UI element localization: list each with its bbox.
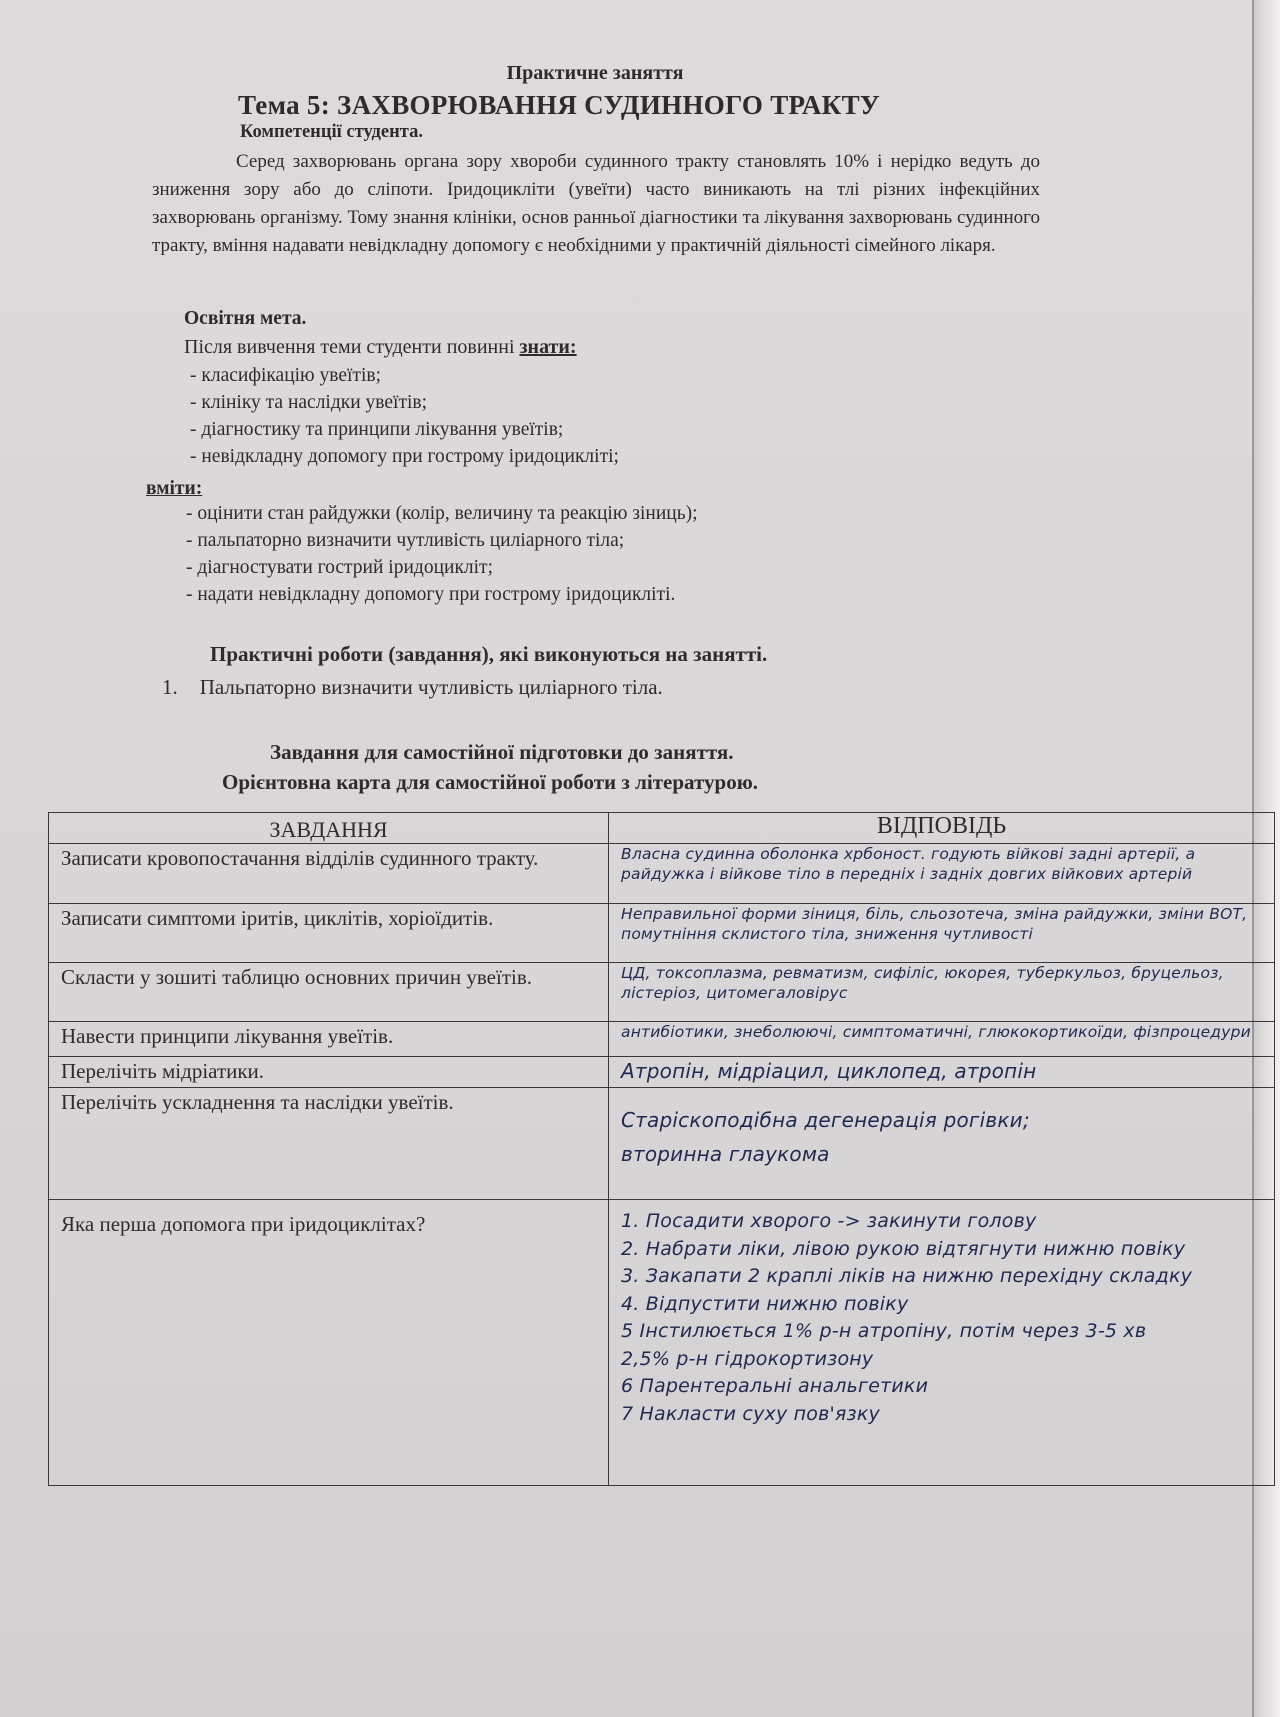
goal-heading: Освітня мета. <box>184 308 307 329</box>
list-item: - оцінити стан райдужки (колір, величину та реакцію зіниць); <box>186 503 698 524</box>
answer-cell: Власна судинна оболонка хрбоност. годують війкові задні артерії, а райдужка і війкове тіло в передніх і задніх довгих війкових артерій <box>609 844 1275 904</box>
task-cell: Записати симптоми іритів, циклітів, хоріоїдитів. <box>49 904 609 963</box>
answer-line: 5 Інстилюється 1% р-н атропіну, потім через 3-5 хв <box>621 1320 1147 1342</box>
intro-paragraph <box>152 148 1040 260</box>
table-row <box>49 1088 1275 1200</box>
page-title: Тема 5: ЗАХВОРЮВАННЯ СУДИННОГО ТРАКТУ <box>238 90 880 120</box>
task-cell: Записати кровопостачання відділів судинного тракту. <box>49 844 609 904</box>
list-item: - пальпаторно визначити чутливість циліарного тіла; <box>186 530 625 551</box>
competence-heading: Компетенції студента. <box>240 122 423 142</box>
self-prep-heading-2: Орієнтовна карта для самостійної роботи з літературою. <box>222 770 758 794</box>
task-cell: Навести принципи лікування увеїтів. <box>49 1022 609 1057</box>
list-item: - класифікацію увеїтів; <box>190 365 381 386</box>
answer-cell <box>609 1088 1275 1200</box>
answer-line: 6 Парентеральні анальгетики <box>621 1375 929 1397</box>
answer-line: 2,5% р-н гідрокортизону <box>621 1347 874 1370</box>
task-cell: Яка перша допомога при іридоциклітах? <box>49 1200 609 1486</box>
answer-line: 4. Відпустити нижню повіку <box>621 1292 909 1315</box>
answer-line: 7 Накласти суху пов'язку <box>621 1402 880 1425</box>
answer-line: 3. Закапати 2 краплі ліків на нижню перехідну складку <box>621 1265 1193 1287</box>
answer-line: 2. Набрати ліки, лівою рукою відтягнути нижню повіку <box>621 1237 1186 1260</box>
answer-line: Старіскоподібна дегенерація рогівки; <box>621 1108 1030 1132</box>
answer-line: вторинна глаукома <box>621 1142 830 1166</box>
know-label: знати: <box>519 336 577 358</box>
task-cell: Перелічіть мідріатики. <box>49 1057 609 1088</box>
answer-cell: ЦД, токсоплазма, ревматизм, сифіліс, юкорея, туберкульоз, бруцельоз, лістеріоз, цитомегаловірус <box>609 963 1275 1022</box>
practical-heading: Практичні роботи (завдання), які виконуються на занятті. <box>210 642 768 666</box>
list-item: - діагностувати гострий іридоцикліт; <box>186 557 494 578</box>
answer-cell: Неправильної форми зіниця, біль, сльозотеча, зміна райдужки, зміни ВОТ, помутніння склистого тіла, зниження чутливості <box>609 904 1275 963</box>
know-list <box>190 362 619 470</box>
practical-item <box>162 675 663 700</box>
list-item: - надати невідкладну допомогу при гострому іридоцикліті. <box>186 584 676 605</box>
table-row <box>49 1022 1275 1057</box>
answer-cell: антибіотики, знеболюючі, симптоматичні, глюкокортикоїди, фізпроцедури <box>609 1022 1275 1057</box>
table-row <box>49 1057 1275 1088</box>
can-list <box>186 500 698 608</box>
page-kicker: Практичне заняття <box>506 62 684 84</box>
answer-cell <box>609 1200 1275 1486</box>
goal-lead <box>184 336 577 359</box>
task-cell: Перелічіть ускладнення та наслідки увеїтів. <box>49 1088 609 1200</box>
table-row <box>49 904 1275 963</box>
list-item: - діагностику та принципи лікування увеїтів; <box>190 419 564 440</box>
task-cell: Скласти у зошиті таблицю основних причин увеїтів. <box>49 963 609 1022</box>
table-row <box>49 844 1275 904</box>
list-item: - клініку та наслідки увеїтів; <box>190 392 428 413</box>
goal-lead-text: Після вивчення теми студенти повинні <box>184 336 520 358</box>
table-row <box>49 1200 1275 1486</box>
orientation-card-table <box>48 812 1275 1486</box>
column-header-answer: ВІДПОВІДЬ <box>609 813 1275 844</box>
intro-paragraph-text: Серед захворювань органа зору хвороби судинного тракту становлять 10% і нерідко ведуть до зниження зору або до сліпоти. Іридоцикліти (увеїти) часто виникають на тлі різних інфекційних захворювань організму. Тому знання клініки, основ ранньої діагностики та лікування захворювань судинного тракту, вміння надавати невідкладну допомогу є необхідними у практичній діяльності сімейного лікаря. <box>152 151 1040 256</box>
can-label: вміти: <box>146 478 203 499</box>
column-header-task: ЗАВДАННЯ <box>49 813 609 844</box>
table-row <box>49 963 1275 1022</box>
practical-item-text: Пальпаторно визначити чутливість циліарного тіла. <box>199 675 663 699</box>
answer-cell: Атропін, мідріацил, циклопед, атропін <box>609 1057 1275 1088</box>
answer-line: 1. Посадити хворого -> закинути голову <box>621 1210 1037 1232</box>
list-item: - невідкладну допомогу при гострому іридоцикліті; <box>190 446 619 467</box>
self-prep-heading-1: Завдання для самостійної підготовки до заняття. <box>270 740 734 764</box>
table-header-row <box>49 813 1275 844</box>
practical-item-number: 1. <box>162 675 178 699</box>
